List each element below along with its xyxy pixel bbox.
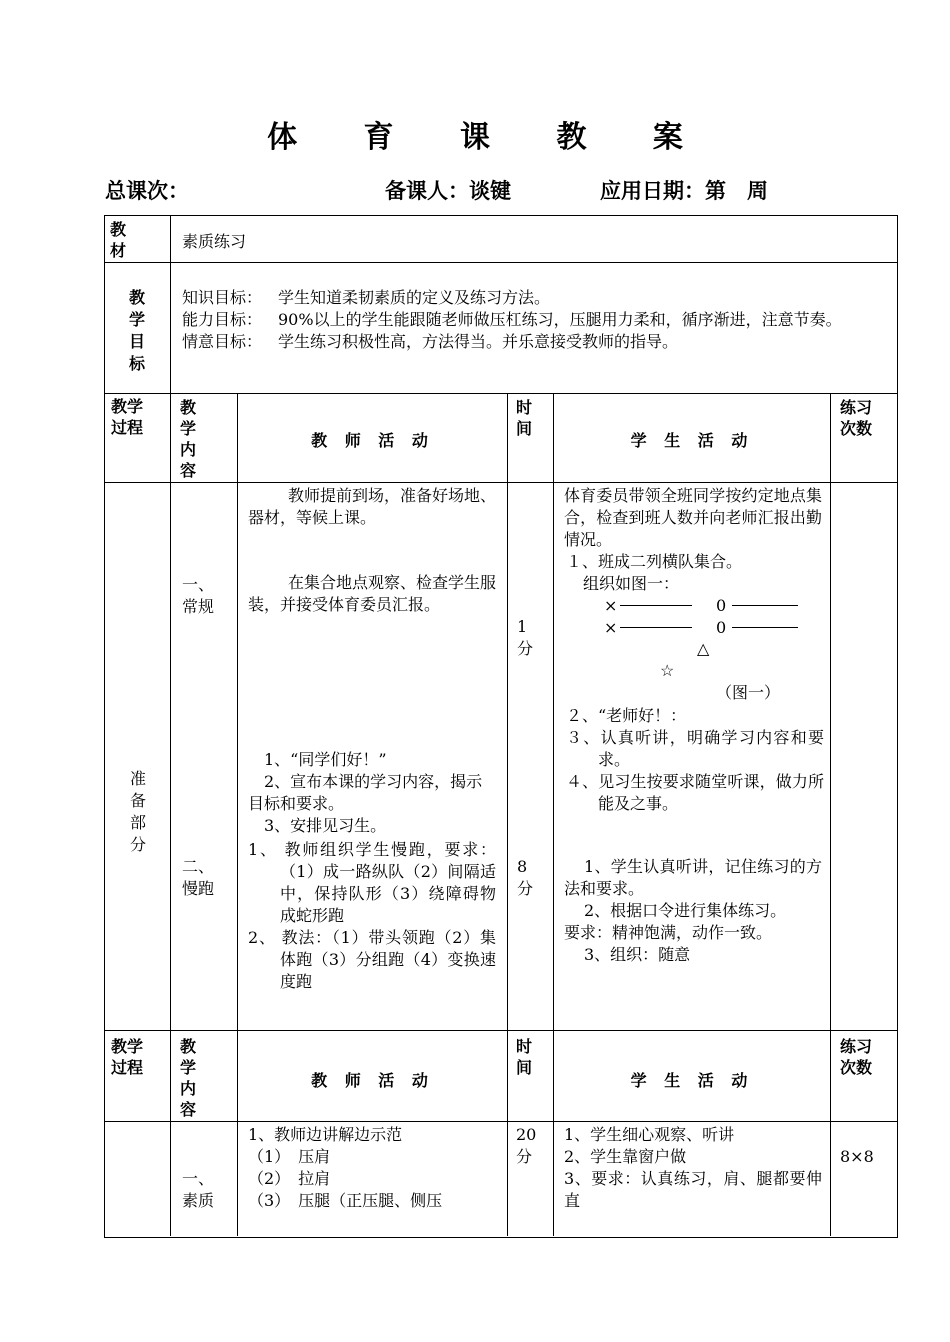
- student-main-list: [564, 1124, 822, 1212]
- list-item: 3、要求：认真练习，肩、腿都要伸直: [564, 1169, 822, 1210]
- line-icon: [620, 627, 692, 628]
- col-divider: [507, 393, 508, 1236]
- fitness-label: 一、素质: [182, 1169, 215, 1210]
- list-item: 3、组织：随意: [584, 945, 691, 964]
- header-time: 时间: [516, 398, 533, 438]
- header-process: 教学过程: [111, 397, 144, 437]
- student-intro-text: 体育委员带领全班同学按约定地点集合，检查到班人数并向老师汇报出勤情况。: [564, 486, 822, 549]
- list-item: 2、 教法：（1）带头领跑（2）集体跑（3）分组跑（4）变换速度跑: [248, 928, 496, 991]
- header-process: 教学过程: [111, 1037, 144, 1077]
- row-divider: [104, 1121, 897, 1122]
- time-routine: 1分: [517, 617, 534, 658]
- header-teacher: 教 师 活 动: [311, 431, 434, 450]
- col-divider: [170, 215, 171, 1236]
- list-item: 2、宣布本课的学习内容，揭示目标和要求。: [248, 772, 483, 813]
- total-sessions-label: 总课次：: [105, 179, 189, 203]
- time-jog: 8分: [517, 857, 534, 898]
- star-icon: ☆: [660, 661, 675, 680]
- list-item: 3、安排见习生。: [264, 816, 387, 835]
- circle-icon: 0: [716, 618, 727, 637]
- list-item: 1、“同学们好！”: [264, 750, 387, 769]
- goal-text: 90%以上的学生能跟随老师做压杠练习，压腿用力柔和，循序渐进，注意节奏。: [278, 310, 842, 329]
- list-item: 1、 教师组织学生慢跑，要求：（1）成一路纵队（2）间隔适中，保持队形（3）绕障碍物成蛇形跑: [248, 840, 496, 925]
- goal-text: 学生练习积极性高，方法得当。并乐意接受教师的指导。: [278, 332, 679, 351]
- header-content: 教学内容: [180, 398, 197, 480]
- date-label: 应用日期：第 周: [600, 179, 768, 203]
- list-item: 要求：精神饱满，动作一致。: [564, 923, 773, 942]
- triangle-icon: △: [697, 639, 710, 658]
- jog-label: 二、慢跑: [182, 857, 215, 898]
- goals-label: 教学目标: [128, 288, 145, 373]
- author-label: 备课人：谈键: [385, 179, 511, 203]
- cross-icon: ×: [604, 596, 618, 615]
- col-divider: [237, 393, 238, 1236]
- header-teacher: 教 师 活 动: [311, 1071, 434, 1090]
- material-label: 教材: [110, 220, 127, 260]
- list-item: 1、学生细心观察、听讲: [564, 1125, 735, 1144]
- student-jog-list: [564, 856, 822, 966]
- list-item: （3） 压腿（正压腿、侧压: [248, 1191, 443, 1210]
- goal-label: 能力目标：: [182, 310, 263, 329]
- goal-text: 学生知道柔韧素质的定义及练习方法。: [278, 288, 551, 307]
- line-icon: [732, 605, 798, 606]
- col-divider: [553, 393, 554, 1236]
- header-time: 时间: [516, 1037, 533, 1077]
- practice-count: 8×8: [840, 1147, 874, 1166]
- header-count: 练习次数: [840, 1037, 873, 1077]
- teacher-main-list: [248, 1124, 500, 1212]
- prep-phase-label: 准备部分: [129, 769, 146, 854]
- goal-label: 情意目标：: [182, 332, 263, 351]
- list-item: （1） 压肩: [248, 1147, 331, 1166]
- ability-goal: [182, 309, 887, 331]
- diagram-caption: （图一）: [716, 683, 781, 702]
- col-divider: [830, 393, 831, 1236]
- teacher-routine-list: [248, 749, 496, 837]
- student-step-1: １、班成二列横队集合。: [566, 552, 743, 571]
- teacher-prep-text: 教师提前到场，准备好场地、器材，等候上课。: [248, 486, 497, 527]
- student-step-2: 组织如图一：: [583, 574, 680, 593]
- list-item: ３、认真听讲，明确学习内容和要求。: [566, 728, 824, 769]
- list-item: 2、学生靠窗户做: [564, 1147, 687, 1166]
- row-divider: [104, 393, 897, 394]
- header-student: 学 生 活 动: [630, 1071, 754, 1090]
- row-divider: [104, 1030, 897, 1031]
- row-divider: [104, 262, 897, 263]
- line-icon: [732, 627, 798, 628]
- time-main: 20分: [516, 1125, 537, 1166]
- list-item: （2） 拉肩: [248, 1169, 331, 1188]
- list-item: 2、根据口令进行集体练习。: [584, 901, 787, 920]
- material-value: 素质练习: [182, 232, 247, 251]
- goal-label: 知识目标：: [182, 288, 263, 307]
- affective-goal: [182, 331, 887, 353]
- routine-label: 一、常规: [182, 575, 215, 616]
- row-divider: [104, 482, 897, 483]
- teacher-jog-list: [248, 839, 496, 993]
- knowledge-goal: [182, 287, 887, 309]
- list-item: 1、教师边讲解边示范: [248, 1125, 403, 1144]
- list-item: 1、学生认真听讲，记住练习的方法和要求。: [564, 857, 822, 898]
- list-item: ２、“老师好！：: [566, 706, 687, 725]
- circle-icon: 0: [716, 596, 727, 615]
- teacher-inspect-text: 在集合地点观察、检查学生服装，并接受体育委员汇报。: [248, 573, 497, 614]
- header-content: 教学内容: [180, 1037, 197, 1119]
- header-student: 学 生 活 动: [630, 431, 754, 450]
- student-routine-list: [566, 705, 824, 815]
- page-title: 体 育 课 教 案: [267, 120, 711, 155]
- list-item: ４、见习生按要求随堂听课，做力所能及之事。: [566, 772, 824, 813]
- cross-icon: ×: [604, 618, 618, 637]
- line-icon: [620, 605, 692, 606]
- header-count: 练习次数: [840, 398, 873, 438]
- goals-list: [182, 287, 887, 353]
